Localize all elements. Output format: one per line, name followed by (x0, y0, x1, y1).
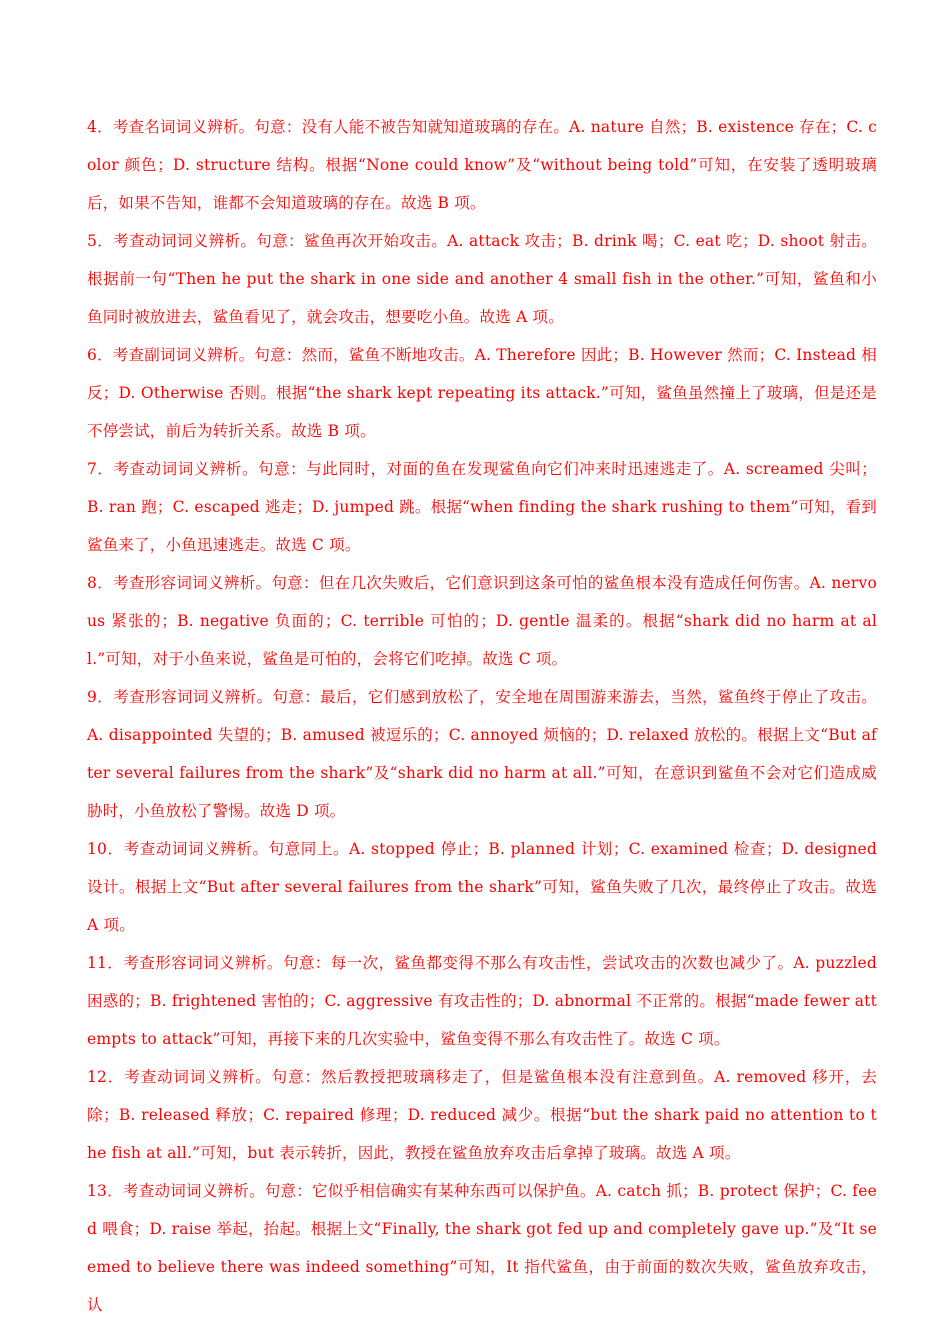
explanation-item-9: 9．考查形容词词义辨析。句意：最后，它们感到放松了，安全地在周围游来游去，当然，鲨鱼终于停止了攻击。A. disappointed 失望的；B. amused 被逗乐的；C. annoyed 烦恼的；D. relaxed 放松的。根据上文“But after several failures from the shark”及“shark did no harm at all.”可知，在意识到鲨鱼不会对它们造成威胁时，小鱼放松了警惕。故选 D 项。 (87, 688, 877, 820)
explanation-item-12: 12．考查动词词义辨析。句意：然后教授把玻璃移走了，但是鲨鱼根本没有注意到鱼。A. removed 移开，去除；B. released 释放；C. repaired 修理；D. reduced 减少。根据“but the shark paid no attention to the fish at all.”可知，but 表示转折，因此，教授在鲨鱼放弃攻击后拿掉了玻璃。故选 A 项。 (87, 1068, 877, 1162)
explanation-item-7: 7．考查动词词义辨析。句意：与此同时，对面的鱼在发现鲨鱼向它们冲来时迅速逃走了。A. screamed 尖叫；B. ran 跑；C. escaped 逃走；D. jumped 跳。根据“when finding the shark rushing to them”可知，看到鲨鱼来了，小鱼迅速逃走。故选 C 项。 (87, 460, 877, 554)
explanation-item-11: 11．考查形容词词义辨析。句意：每一次，鲨鱼都变得不那么有攻击性，尝试攻击的次数也减少了。A. puzzled 困惑的；B. frightened 害怕的；C. aggressive 有攻击性的；D. abnormal 不正常的。根据“made fewer attempts to attack”可知，再接下来的几次实验中，鲨鱼变得不那么有攻击性了。故选 C 项。 (87, 954, 877, 1048)
explanation-item-4: 4．考查名词词义辨析。句意：没有人能不被告知就知道玻璃的存在。A. nature 自然；B. existence 存在；C. color 颜色；D. structure 结构。根据“None could know”及“without being told”可知，在安装了透明玻璃后，如果不告知，谁都不会知道玻璃的存在。故选 B 项。 (87, 118, 877, 212)
explanation-item-6: 6．考查副词词义辨析。句意：然而，鲨鱼不断地攻击。A. Therefore 因此；B. However 然而；C. Instead 相反；D. Otherwise 否则。根据“the shark kept repeating its attack.”可知，鲨鱼虽然撞上了玻璃，但是还是不停尝试，前后为转折关系。故选 B 项。 (87, 346, 877, 440)
explanation-item-10: 10．考查动词词义辨析。句意同上。A. stopped 停止；B. planned 计划；C. examined 检查；D. designed 设计。根据上文“But after several failures from the shark”可知，鲨鱼失败了几次，最终停止了攻击。故选 A 项。 (87, 840, 877, 934)
explanation-item-13: 13．考查动词词义辨析。句意：它似乎相信确实有某种东西可以保护鱼。A. catch 抓；B. protect 保护；C. feed 喂食；D. raise 举起，抬起。根据上文“Finally, the shark got fed up and completely gave up.”及“It seemed to believe there was indeed something”可知，It 指代鲨鱼，由于前面的数次失败，鲨鱼放弃攻击，认 (87, 1182, 877, 1314)
answer-explanations (87, 108, 877, 1324)
explanation-item-5: 5．考查动词词义辨析。句意：鲨鱼再次开始攻击。A. attack 攻击；B. drink 喝；C. eat 吃；D. shoot 射击。根据前一句“Then he put the shark in one side and another 4 small fish in the other.”可知，鲨鱼和小鱼同时被放进去，鲨鱼看见了，就会攻击，想要吃小鱼。故选 A 项。 (87, 232, 877, 326)
explanation-item-8: 8．考查形容词词义辨析。句意：但在几次失败后，它们意识到这条可怕的鲨鱼根本没有造成任何伤害。A. nervous 紧张的；B. negative 负面的；C. terrible 可怕的；D. gentle 温柔的。根据“shark did no harm at all.”可知，对于小鱼来说，鲨鱼是可怕的，会将它们吃掉。故选 C 项。 (87, 574, 877, 668)
